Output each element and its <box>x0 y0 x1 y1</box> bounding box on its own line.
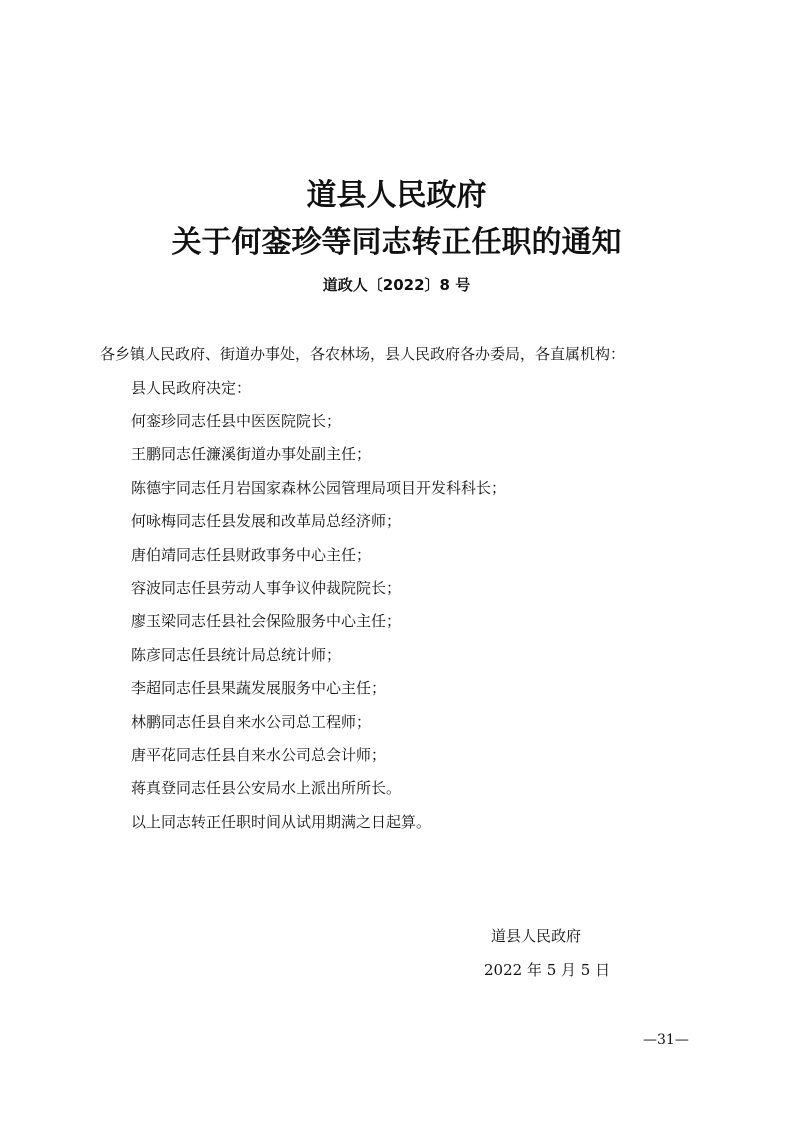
appointment-item: 廖玉梁同志任县社会保险服务中心主任； <box>131 612 402 630</box>
paragraph-effective-date: 以上同志转正任职时间从试用期满之日起算。 <box>131 813 432 831</box>
appointment-item: 王鹏同志任濂溪街道办事处副主任； <box>131 445 372 463</box>
document-title-line2: 关于何銮珍等同志转正任职的通知 <box>171 225 622 260</box>
appointment-item: 陈彦同志任县统计局总统计师； <box>131 646 342 664</box>
signature-organization: 道县人民政府 <box>491 927 582 945</box>
addressee: 各乡镇人民政府、街道办事处，各农林场，县人民政府各办委局，各直属机构： <box>100 345 626 363</box>
appointment-item: 容波同志任县劳动人事争议仲裁院院长； <box>131 579 402 597</box>
appointment-item: 蒋真登同志任县公安局水上派出所所长。 <box>131 779 402 797</box>
paragraph-decision: 县人民政府决定： <box>131 379 252 397</box>
signature-date: 2022 年 5 月 5 日 <box>484 961 611 979</box>
appointment-item: 何銮珍同志任县中医医院院长； <box>131 412 342 430</box>
appointment-item: 林鹏同志任县自来水公司总工程师； <box>131 713 372 731</box>
document-title-line1: 道县人民政府 <box>306 178 487 213</box>
document-number: 道政人〔2022〕8 号 <box>322 276 471 294</box>
appointment-item: 陈德宇同志任月岩国家森林公园管理局项目开发科科长； <box>131 479 507 497</box>
appointment-item: 李超同志任县果蔬发展服务中心主任； <box>131 679 387 697</box>
appointment-item: 唐平花同志任县自来水公司总会计师； <box>131 746 387 764</box>
page-number: —31— <box>643 1032 689 1048</box>
appointment-item: 唐伯靖同志任县财政事务中心主任； <box>131 546 372 564</box>
appointment-item: 何咏梅同志任县发展和改革局总经济师； <box>131 512 402 530</box>
